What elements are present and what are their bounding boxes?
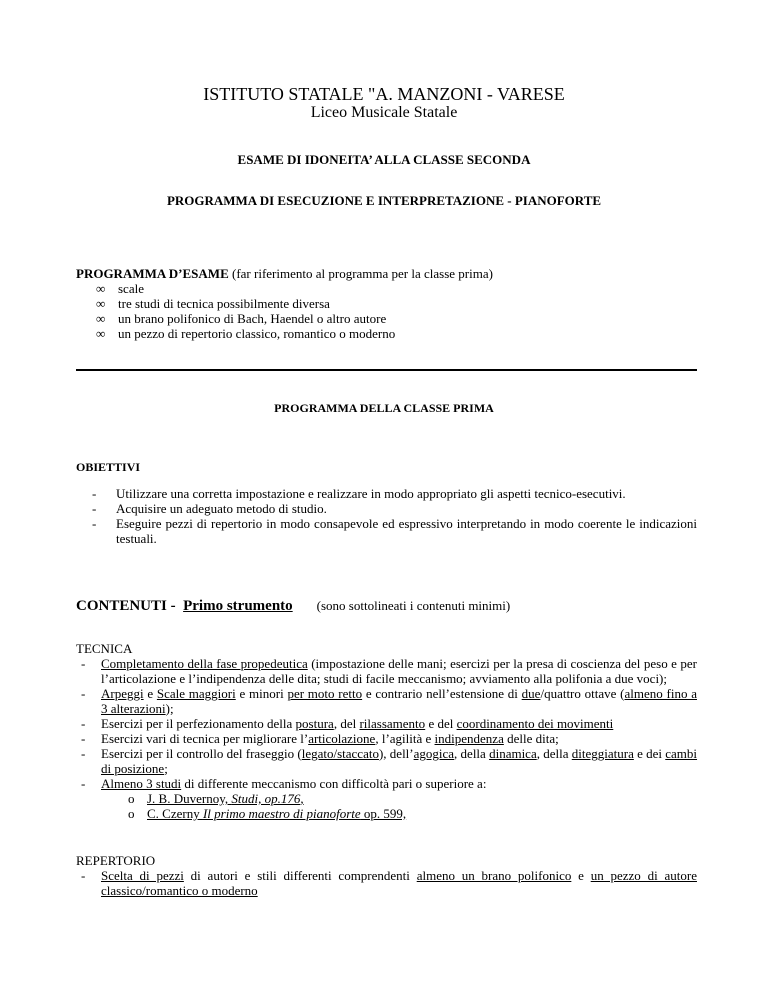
dash-bullet: - <box>81 656 86 671</box>
underlined-text: due <box>521 686 541 701</box>
list-item <box>76 516 697 546</box>
dash-bullet: - <box>92 501 97 516</box>
school-subtitle: Liceo Musicale Statale <box>310 104 458 121</box>
exam-item-text: un pezzo di repertorio classico, romantico o moderno <box>118 326 396 341</box>
study-author: C. Czerny <box>147 806 203 821</box>
list-item <box>76 501 697 516</box>
underlined-text: almeno fino a 3 alterazioni <box>101 686 697 716</box>
underlined-text: Arpeggi <box>101 686 144 701</box>
item-text: di differente meccanismo con difficoltà pari o superiore a: <box>181 776 487 791</box>
item-text: ), dell’ <box>378 746 414 761</box>
underlined-text: dinamica <box>489 746 537 761</box>
horizontal-divider <box>76 369 697 371</box>
dash-bullet: - <box>92 516 97 531</box>
underlined-text: agogica <box>413 746 455 761</box>
underlined-text: per moto retto <box>287 686 363 701</box>
item-text: Esercizi per il perfezionamento della <box>101 716 296 731</box>
underlined-text: rilassamento <box>359 716 426 731</box>
exam-heading: ESAME DI IDONEITA’ ALLA CLASSE SECONDA <box>237 152 531 167</box>
item-text: di autori e stili differenti comprendenti <box>183 868 417 883</box>
objective-text: Acquisire un adeguato metodo di studio. <box>116 501 327 516</box>
infinity-bullet-icon: ∞ <box>96 326 106 341</box>
dash-bullet: - <box>81 776 86 791</box>
dash-bullet: - <box>92 486 97 501</box>
exam-program-label: PROGRAMMA D’ESAME <box>76 266 229 281</box>
list-item <box>76 868 697 898</box>
item-text: , l’agilità e <box>375 731 435 746</box>
underlined-text: Almeno 3 studi <box>101 776 182 791</box>
underlined-text: Scale maggiori <box>156 686 236 701</box>
study-title: Studi, op.176 <box>231 791 301 806</box>
list-item <box>76 776 697 791</box>
underlined-text: postura <box>295 716 334 731</box>
underlined-text: Completamento della fase propedeutica <box>101 656 308 671</box>
circle-bullet-icon: o <box>128 806 135 821</box>
dash-bullet: - <box>81 731 86 746</box>
item-text: , del <box>333 716 360 731</box>
dash-bullet: - <box>81 686 86 701</box>
exam-item <box>96 326 656 341</box>
exam-item <box>96 281 656 296</box>
study-reference <box>147 791 304 806</box>
contents-note: (sono sottolineati i contenuti minimi) <box>316 598 511 613</box>
list-item <box>76 686 697 716</box>
dash-bullet: - <box>81 716 86 731</box>
item-text: delle dita; <box>503 731 559 746</box>
exam-item <box>96 311 656 326</box>
underlined-text: Scelta di pezzi <box>101 868 184 883</box>
list-item <box>76 656 697 686</box>
item-text: (impostazione delle mani; esercizi per la presa di coscienza del peso e per l’articolazione e l’indipendenza delle dita; studi di facile meccanismo; avviamento alla polifonia a due voci); <box>101 656 697 686</box>
item-text: e <box>143 686 157 701</box>
underlined-text: articolazione <box>308 731 376 746</box>
exam-program-heading <box>76 266 493 281</box>
technique-list <box>76 656 697 821</box>
exam-item-text: scale <box>118 281 144 296</box>
dash-bullet: - <box>81 868 86 883</box>
study-title: Il primo maestro di pianoforte <box>202 806 361 821</box>
study-tail: op. 599, <box>360 806 407 821</box>
underlined-text: almeno un brano polifonico <box>416 868 572 883</box>
underlined-text: diteggiatura <box>571 746 634 761</box>
underlined-text: legato/staccato <box>301 746 379 761</box>
objective-text: Eseguire pezzi di repertorio in modo consapevole ed espressivo interpretando in modo coerente le indicazioni testuali. <box>116 516 697 546</box>
underlined-text: coordinamento dei movimenti <box>456 716 614 731</box>
item-text: Esercizi vari di tecnica per migliorare l’ <box>101 731 309 746</box>
item-text: e dei <box>633 746 666 761</box>
item-text: e <box>571 868 591 883</box>
underlined-text: un pezzo di autore classico/romantico o moderno <box>101 868 697 898</box>
sub-list-item <box>76 806 697 821</box>
contents-heading <box>76 597 510 615</box>
list-item <box>76 731 697 746</box>
list-item <box>76 716 697 731</box>
study-author: J. B. Duvernoy, <box>147 791 232 806</box>
dash-bullet: - <box>81 746 86 761</box>
repertoire-list <box>76 868 697 898</box>
item-text: ); <box>165 701 174 716</box>
repertoire-heading: REPERTORIO <box>76 853 156 868</box>
underlined-text: cambi di posizione <box>101 746 698 776</box>
primary-instrument-label: Primo strumento <box>183 598 293 614</box>
contents-label: CONTENUTI - <box>76 598 176 614</box>
item-text: e contrario nell’estensione di <box>362 686 522 701</box>
exam-item-text: tre studi di tecnica possibilmente diversa <box>118 296 330 311</box>
item-text: /quattro ottave ( <box>540 686 625 701</box>
exam-item-text: un brano polifonico di Bach, Haendel o altro autore <box>118 311 387 326</box>
infinity-bullet-icon: ∞ <box>96 296 106 311</box>
item-text: , della <box>454 746 490 761</box>
exam-program-note: (far riferimento al programma per la classe prima) <box>228 266 493 281</box>
objectives-heading: OBIETTIVI <box>76 460 141 474</box>
exam-item <box>96 296 656 311</box>
institute-title: ISTITUTO STATALE "A. MANZONI - VARESE <box>203 84 565 104</box>
infinity-bullet-icon: ∞ <box>96 311 106 326</box>
technique-heading: TECNICA <box>76 641 133 656</box>
list-item <box>76 746 697 776</box>
infinity-bullet-icon: ∞ <box>96 281 106 296</box>
underlined-text: indipendenza <box>434 731 504 746</box>
item-text: , della <box>536 746 572 761</box>
item-text: Esercizi per il controllo del fraseggio ( <box>101 746 302 761</box>
item-text: e minori <box>235 686 288 701</box>
item-text: ; <box>164 761 168 776</box>
objective-text: Utilizzare una corretta impostazione e realizzare in modo appropriato gli aspetti tecnico-esecutivi. <box>116 486 626 501</box>
list-item <box>76 486 697 501</box>
program-heading: PROGRAMMA DI ESECUZIONE E INTERPRETAZIONE - PIANOFORTE <box>166 193 602 208</box>
study-tail: , <box>300 791 304 806</box>
objectives-list <box>76 486 697 546</box>
sub-list-item <box>76 791 697 806</box>
study-reference <box>147 806 406 821</box>
circle-bullet-icon: o <box>128 791 135 806</box>
item-text: e del <box>425 716 457 731</box>
first-class-heading: PROGRAMMA DELLA CLASSE PRIMA <box>274 401 494 415</box>
